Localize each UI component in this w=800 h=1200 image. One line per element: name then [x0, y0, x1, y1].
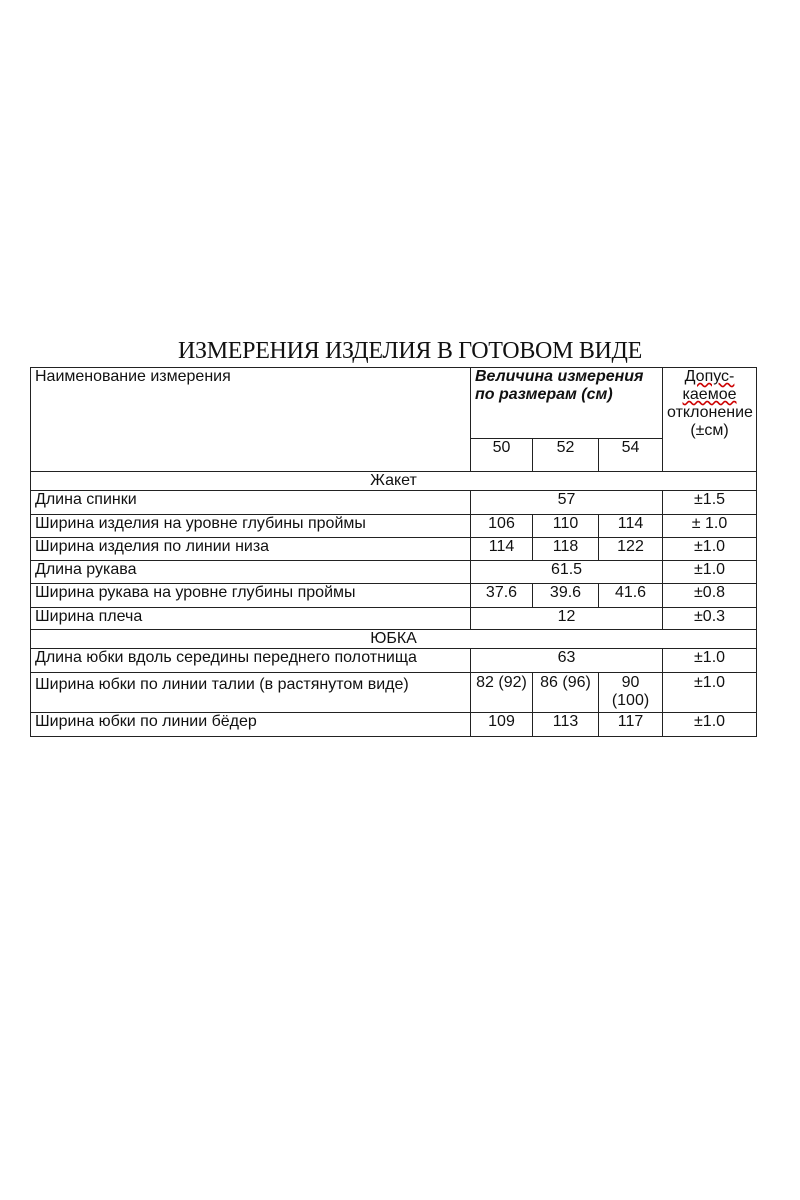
- table-row: [31, 649, 757, 673]
- row-name: Ширина плеча: [31, 608, 471, 630]
- table-row: [31, 491, 757, 515]
- table-header-row: [31, 368, 757, 439]
- section-skirt: ЮБКА: [31, 630, 757, 649]
- row-value-50: 114: [471, 538, 533, 561]
- size-54: 54: [599, 439, 663, 472]
- row-value: 63: [471, 649, 663, 673]
- deviation-line-2: каемое: [682, 386, 737, 403]
- deviation-line-3: отклонение: [667, 404, 753, 421]
- row-name: Длина юбки вдоль середины переднего полотнища: [31, 649, 471, 673]
- table-row: [31, 584, 757, 608]
- row-value: 57: [471, 491, 663, 515]
- row-tolerance: ±1.0: [663, 538, 757, 561]
- row-value-52: 86 (96): [533, 673, 599, 713]
- deviation-line-1: Допус-: [684, 368, 735, 385]
- row-value-54: 117: [599, 713, 663, 737]
- row-value: 61.5: [471, 561, 663, 584]
- row-value-50: 106: [471, 515, 533, 538]
- row-name: Ширина рукава на уровне глубины проймы: [31, 584, 471, 608]
- row-tolerance: ±1.0: [663, 673, 757, 713]
- size-50: 50: [471, 439, 533, 472]
- page-title: ИЗМЕРЕНИЯ ИЗДЕЛИЯ В ГОТОВОМ ВИДЕ: [177, 338, 642, 364]
- row-value-54: 122: [599, 538, 663, 561]
- row-value: 12: [471, 608, 663, 630]
- table-row: [31, 608, 757, 630]
- deviation-line-4: (±см): [690, 422, 729, 439]
- row-name: Длина рукава: [31, 561, 471, 584]
- row-name: Ширина изделия по линии низа: [31, 538, 471, 561]
- row-tolerance: ±1.0: [663, 649, 757, 673]
- row-value-52: 110: [533, 515, 599, 538]
- section-jacket: Жакет: [31, 472, 757, 491]
- size-52: 52: [533, 439, 599, 472]
- row-value-50: 82 (92): [471, 673, 533, 713]
- table-row: [31, 561, 757, 584]
- row-value-50: 37.6: [471, 584, 533, 608]
- row-name: Ширина изделия на уровне глубины проймы: [31, 515, 471, 538]
- row-value-54: 114: [599, 515, 663, 538]
- section-row-skirt: [31, 630, 757, 649]
- row-tolerance: ±1.0: [663, 561, 757, 584]
- row-tolerance: ±1.5: [663, 491, 757, 515]
- row-value-50: 109: [471, 713, 533, 737]
- table-row: [31, 673, 757, 713]
- row-name: Ширина юбки по линии талии (в растянутом виде): [31, 673, 471, 713]
- row-tolerance: ± 1.0: [663, 515, 757, 538]
- row-value-52: 113: [533, 713, 599, 737]
- row-value-52: 118: [533, 538, 599, 561]
- column-header-deviation: [663, 368, 757, 472]
- table-row: [31, 515, 757, 538]
- table-row: [31, 713, 757, 737]
- table-row: [31, 538, 757, 561]
- row-value-54: 41.6: [599, 584, 663, 608]
- row-value-54: 90 (100): [599, 673, 663, 713]
- row-name: Ширина юбки по линии бёдер: [31, 713, 471, 737]
- row-tolerance: ±1.0: [663, 713, 757, 737]
- row-tolerance: ±0.8: [663, 584, 757, 608]
- column-header-name: Наименование измерения: [31, 368, 471, 472]
- measurements-table: [30, 367, 757, 737]
- row-tolerance: ±0.3: [663, 608, 757, 630]
- row-name: Длина спинки: [31, 491, 471, 515]
- row-value-52: 39.6: [533, 584, 599, 608]
- section-row-jacket: [31, 472, 757, 491]
- column-header-size: Величина измерения по размерам (см): [471, 368, 663, 439]
